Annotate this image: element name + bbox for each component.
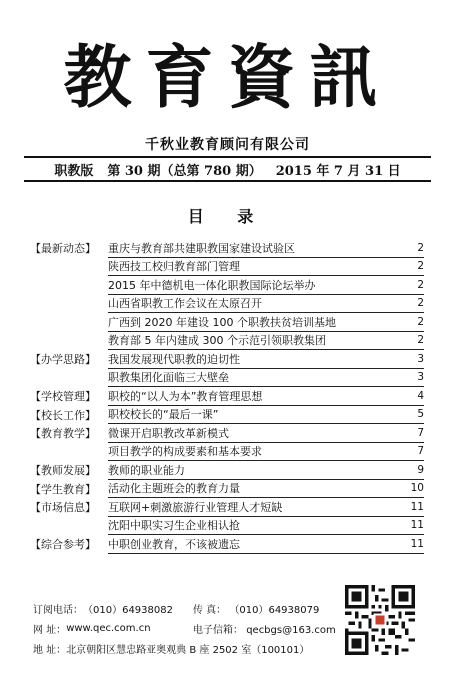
toc-entry-title: 我国发展现代职教的迫切性 bbox=[108, 352, 240, 366]
toc-row[interactable] bbox=[30, 461, 424, 480]
toc-category: 【校长工作】 bbox=[30, 408, 96, 422]
toc-row[interactable] bbox=[30, 480, 424, 499]
address-value: 北京朝阳区慧忠路亚奥观典 B 座 2502 室（100101） bbox=[66, 644, 310, 656]
toc-entry[interactable] bbox=[108, 387, 424, 406]
toc-page-number: 2 bbox=[417, 297, 424, 310]
toc-entry[interactable] bbox=[108, 498, 424, 517]
toc-entry[interactable] bbox=[108, 461, 424, 480]
qr-code-icon bbox=[345, 585, 415, 655]
table-of-contents bbox=[30, 239, 424, 554]
toc-entry-title: 活动化主题班会的教育力量 bbox=[108, 482, 240, 496]
company-name: 千秋业教育顾问有限公司 bbox=[145, 137, 310, 153]
email-link[interactable]: qecbgs@163.com bbox=[246, 624, 336, 636]
toc-entry[interactable] bbox=[108, 479, 424, 498]
phone-label: 订阅电话： bbox=[33, 604, 83, 616]
toc-entry-title: 项目教学的构成要素和基本要求 bbox=[108, 445, 262, 459]
toc-category: 【学校管理】 bbox=[30, 390, 96, 404]
toc-page-number: 2 bbox=[417, 278, 424, 291]
toc-entry-title: 教育部 5 年内建成 300 个示范引领职教集团 bbox=[108, 334, 326, 348]
toc-entry-title: 职教集团化面临三大壁垒 bbox=[108, 371, 229, 385]
email-label: 电子信箱： bbox=[193, 624, 243, 636]
toc-entry[interactable] bbox=[108, 257, 424, 276]
toc-entry-title: 微课开启职教改革新模式 bbox=[108, 426, 229, 440]
toc-page-number: 3 bbox=[417, 352, 424, 365]
toc-row[interactable] bbox=[30, 350, 424, 369]
toc-row[interactable] bbox=[30, 498, 424, 517]
toc-category: 【综合参考】 bbox=[30, 538, 96, 552]
toc-entry[interactable] bbox=[108, 331, 424, 350]
toc-entry-title: 重庆与教育部共建职教国家建设试验区 bbox=[108, 241, 295, 255]
fax-value: （010）64938079 bbox=[229, 604, 320, 616]
toc-entry-title: 陕西技工校归教育部门管理 bbox=[108, 260, 240, 274]
toc-row[interactable] bbox=[30, 295, 424, 314]
email-group bbox=[193, 621, 336, 636]
toc-row[interactable] bbox=[30, 535, 424, 554]
toc-entry-title: 沈阳中职实习生企业相认抢 bbox=[108, 519, 240, 533]
toc-entry[interactable] bbox=[108, 516, 424, 535]
toc-page-number: 11 bbox=[410, 537, 424, 550]
phone-value: （010）64938082 bbox=[83, 604, 173, 616]
edition-label: 职教版 bbox=[54, 163, 94, 179]
toc-entry-title: 互联网+刺激旅游行业管理人才短缺 bbox=[108, 500, 283, 514]
toc-page-number: 7 bbox=[417, 445, 424, 458]
toc-page-number: 10 bbox=[410, 482, 424, 495]
toc-entry-title: 中职创业教育，不该被遗忘 bbox=[108, 537, 240, 551]
toc-category: 【教育教学】 bbox=[30, 427, 96, 441]
fax-group bbox=[193, 601, 319, 616]
issue-date: 2015 年 7 月 31 日 bbox=[275, 163, 401, 179]
toc-page-number: 11 bbox=[410, 500, 424, 513]
toc-entry-title: 2015 年中德机电一体化职教国际论坛举办 bbox=[108, 278, 316, 292]
toc-row[interactable] bbox=[30, 369, 424, 388]
toc-row[interactable] bbox=[30, 424, 424, 443]
toc-row[interactable] bbox=[30, 387, 424, 406]
toc-page-number: 7 bbox=[417, 426, 424, 439]
toc-category: 【办学思路】 bbox=[30, 353, 96, 367]
contact-footer bbox=[33, 598, 336, 658]
toc-row[interactable] bbox=[30, 332, 424, 351]
toc-row[interactable] bbox=[30, 276, 424, 295]
web-link[interactable]: www.qec.com.cn bbox=[66, 622, 151, 634]
toc-entry-title: 教师的职业能力 bbox=[108, 463, 185, 477]
web-label: 网 址： bbox=[33, 624, 67, 636]
toc-page-number: 2 bbox=[417, 241, 424, 254]
toc-page-number: 9 bbox=[417, 463, 424, 476]
phone-row bbox=[33, 598, 333, 618]
toc-row[interactable] bbox=[30, 239, 424, 258]
toc-entry[interactable] bbox=[108, 239, 424, 258]
toc-entry[interactable] bbox=[108, 405, 424, 424]
toc-entry[interactable] bbox=[108, 535, 424, 554]
address-label: 地 址： bbox=[33, 644, 67, 656]
toc-page-number: 3 bbox=[417, 371, 424, 384]
toc-entry[interactable] bbox=[108, 424, 424, 443]
toc-page-number: 2 bbox=[417, 260, 424, 273]
toc-page-number: 4 bbox=[417, 389, 424, 402]
toc-category: 【学生教育】 bbox=[30, 482, 96, 496]
toc-page-number: 11 bbox=[410, 519, 424, 532]
toc-page-number: 5 bbox=[417, 408, 424, 421]
toc-entry[interactable] bbox=[108, 350, 424, 369]
toc-entry[interactable] bbox=[108, 368, 424, 387]
toc-entry-title: 广西到 2020 年建设 100 个职教扶贫培训基地 bbox=[108, 315, 336, 329]
toc-category: 【最新动态】 bbox=[30, 242, 96, 256]
toc-row[interactable] bbox=[30, 258, 424, 277]
toc-entry[interactable] bbox=[108, 276, 424, 295]
toc-row[interactable] bbox=[30, 443, 424, 462]
toc-entry-title: 职校校长的“最后一课” bbox=[108, 408, 219, 422]
issue-info-bar bbox=[24, 156, 431, 182]
toc-entry[interactable] bbox=[108, 442, 424, 461]
toc-entry-title: 职校的“以人为本”教育管理思想 bbox=[108, 389, 263, 403]
toc-entry[interactable] bbox=[108, 313, 424, 332]
masthead-title: 教育資訊 bbox=[63, 38, 392, 118]
toc-category: 【教师发展】 bbox=[30, 464, 96, 478]
issue-number: 第 30 期（总第 780 期） bbox=[107, 163, 262, 179]
toc-page-number: 2 bbox=[417, 334, 424, 347]
toc-row[interactable] bbox=[30, 517, 424, 536]
toc-page-number: 2 bbox=[417, 315, 424, 328]
toc-category: 【市场信息】 bbox=[30, 501, 96, 515]
toc-entry[interactable] bbox=[108, 294, 424, 313]
toc-entry-title: 山西省职教工作会议在太原召开 bbox=[108, 297, 262, 311]
fax-label: 传 真： bbox=[193, 604, 227, 616]
toc-title: 目 录 bbox=[187, 207, 268, 226]
address-row bbox=[33, 638, 333, 658]
toc-row[interactable] bbox=[30, 313, 424, 332]
toc-row[interactable] bbox=[30, 406, 424, 425]
web-row bbox=[33, 618, 336, 638]
